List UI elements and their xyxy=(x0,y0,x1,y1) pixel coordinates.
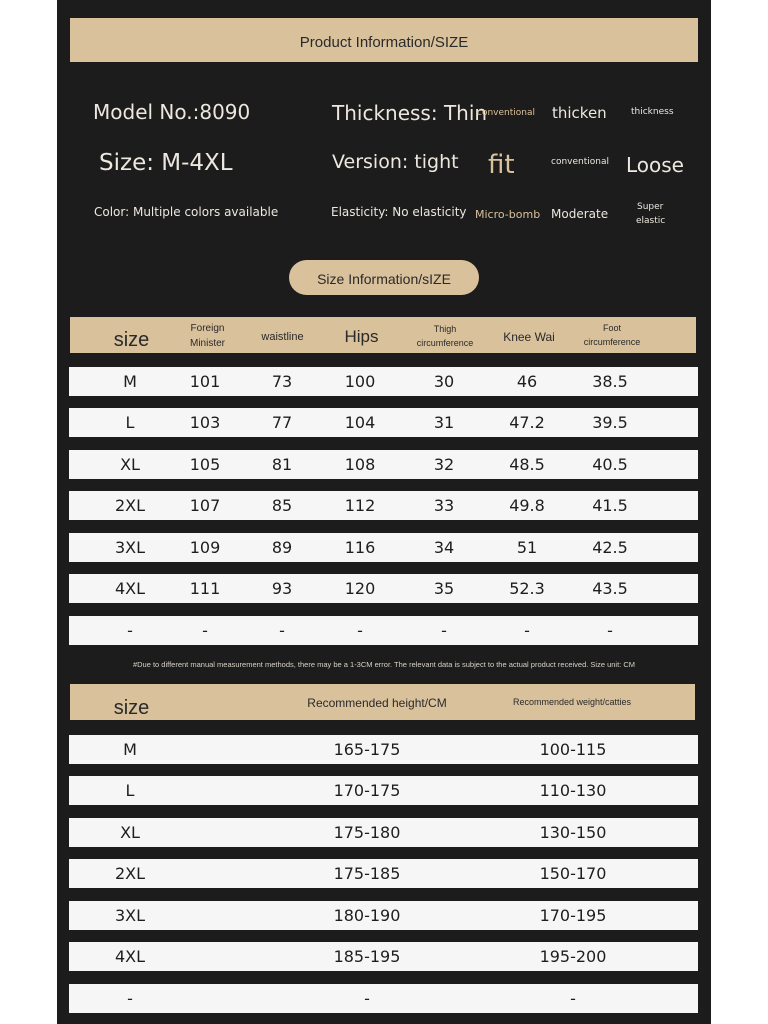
cell-knee: 48.5 xyxy=(509,455,545,474)
elasticity-option-super: Super xyxy=(637,202,664,212)
cell-size: L xyxy=(125,781,135,800)
cell-waistline: - xyxy=(279,621,285,640)
cell-hips: 100 xyxy=(344,372,376,391)
version-option-loose: Loose xyxy=(626,153,684,177)
table-row xyxy=(69,735,698,764)
cell-thigh: 34 xyxy=(433,538,455,557)
table-row xyxy=(69,776,698,805)
cell-weight: 110-130 xyxy=(539,781,607,800)
cell-thigh: 32 xyxy=(433,455,455,474)
cell-size: 4XL xyxy=(114,947,146,966)
cell-height: 180-190 xyxy=(333,906,401,925)
size-table-header xyxy=(70,317,696,353)
cell-foot: 39.5 xyxy=(592,413,628,432)
cell-height: 170-175 xyxy=(333,781,401,800)
cell-foreign-minister: 111 xyxy=(189,579,221,598)
cell-knee: 49.8 xyxy=(509,496,545,515)
cell-height: 165-175 xyxy=(333,740,401,759)
cell-waistline: 85 xyxy=(271,496,293,515)
cell-hips: 108 xyxy=(344,455,376,474)
cell-weight: 130-150 xyxy=(539,823,607,842)
cell-size: 2XL xyxy=(114,496,146,515)
version-option-fit: fit xyxy=(488,150,515,180)
table-row xyxy=(69,533,698,562)
cell-hips: - xyxy=(357,621,363,640)
cell-thigh: 35 xyxy=(433,579,455,598)
cell-waistline: 93 xyxy=(271,579,293,598)
recommendation-table-header xyxy=(70,684,695,720)
header-thigh-circumference: circumference xyxy=(416,338,474,348)
cell-knee: - xyxy=(524,621,530,640)
cell-waistline: 73 xyxy=(271,372,293,391)
table-row xyxy=(69,942,698,971)
cell-hips: 116 xyxy=(344,538,376,557)
cell-height: 185-195 xyxy=(333,947,401,966)
cell-waistline: 77 xyxy=(271,413,293,432)
version-label: Version: tight xyxy=(332,151,459,173)
cell-hips: 112 xyxy=(344,496,376,515)
table-row xyxy=(69,574,698,603)
size-info-title: Size Information/sIZE xyxy=(317,271,451,287)
cell-knee: 52.3 xyxy=(509,579,545,598)
header-knee-wai: Knee Wai xyxy=(503,330,555,344)
cell-height: 175-185 xyxy=(333,864,401,883)
cell-size: 3XL xyxy=(114,538,146,557)
size-info-pill xyxy=(289,260,479,295)
cell-foreign-minister: 103 xyxy=(189,413,221,432)
table-row xyxy=(69,450,698,479)
cell-size: 3XL xyxy=(114,906,146,925)
size-range: Size: M-4XL xyxy=(99,150,233,176)
table-row xyxy=(69,491,698,520)
header-foot: Foot xyxy=(602,323,621,333)
elasticity-option-elastic: elastic xyxy=(636,216,666,226)
cell-waistline: 89 xyxy=(271,538,293,557)
cell-foreign-minister: - xyxy=(202,621,208,640)
cell-size: 2XL xyxy=(114,864,146,883)
cell-knee: 47.2 xyxy=(509,413,545,432)
measurement-note: #Due to different manual measurement methods, there may be a 1-3CM error. The relevant data is subject to the actual product received. Size unit: CM xyxy=(132,660,636,669)
elasticity-label: Elasticity: No elasticity xyxy=(331,205,467,219)
cell-weight: 100-115 xyxy=(539,740,607,759)
header-recommended-weight: Recommended weight/catties xyxy=(512,697,632,707)
cell-weight: 195-200 xyxy=(539,947,607,966)
cell-height: - xyxy=(364,989,370,1008)
cell-foot: 40.5 xyxy=(592,455,628,474)
cell-hips: 104 xyxy=(344,413,376,432)
thickness-option-thickness: thickness xyxy=(631,107,674,117)
cell-foot: - xyxy=(607,621,613,640)
header-recommended-height: Recommended height/CM xyxy=(307,696,447,710)
product-info-banner xyxy=(70,18,698,62)
header-waistline: waistline xyxy=(261,331,304,343)
thickness-label: Thickness: Thin xyxy=(332,101,488,125)
table-row xyxy=(69,901,698,930)
header-hips: Hips xyxy=(344,327,379,346)
model-number: Model No.:8090 xyxy=(93,100,251,124)
header-minister: Minister xyxy=(189,338,225,349)
thickness-option-thicken: thicken xyxy=(552,104,607,122)
header-foreign: Foreign xyxy=(190,323,225,334)
cell-size: - xyxy=(127,621,133,640)
cell-knee: 46 xyxy=(516,372,538,391)
cell-foreign-minister: 105 xyxy=(189,455,221,474)
header-thigh: Thigh xyxy=(433,324,457,334)
elasticity-option-micro-bomb: Micro-bomb xyxy=(475,208,541,221)
cell-weight: - xyxy=(570,989,576,1008)
thickness-option-conventional: conventional xyxy=(477,108,535,118)
table-row xyxy=(69,408,698,437)
table-row xyxy=(69,818,698,847)
cell-foot: 43.5 xyxy=(592,579,628,598)
color-info: Color: Multiple colors available xyxy=(94,205,279,219)
cell-foot: 42.5 xyxy=(592,538,628,557)
cell-thigh: 31 xyxy=(433,413,455,432)
cell-size: 4XL xyxy=(114,579,146,598)
elasticity-option-moderate: Moderate xyxy=(551,207,609,221)
cell-foot: 41.5 xyxy=(592,496,628,515)
cell-foot: 38.5 xyxy=(592,372,628,391)
version-option-conventional: conventional xyxy=(551,157,609,167)
cell-size: XL xyxy=(120,455,140,474)
header-size: size xyxy=(113,329,150,351)
cell-size: M xyxy=(123,740,137,759)
cell-height: 175-180 xyxy=(333,823,401,842)
cell-thigh: 33 xyxy=(433,496,455,515)
cell-weight: 150-170 xyxy=(539,864,607,883)
cell-knee: 51 xyxy=(516,538,538,557)
cell-waistline: 81 xyxy=(271,455,293,474)
cell-hips: 120 xyxy=(344,579,376,598)
header-size-2: size xyxy=(113,697,150,719)
cell-size: - xyxy=(127,989,133,1008)
cell-weight: 170-195 xyxy=(539,906,607,925)
table-row xyxy=(69,984,698,1013)
cell-thigh: 30 xyxy=(433,372,455,391)
cell-foreign-minister: 101 xyxy=(189,372,221,391)
cell-foreign-minister: 107 xyxy=(189,496,221,515)
cell-foreign-minister: 109 xyxy=(189,538,221,557)
header-foot-circumference: circumference xyxy=(583,337,641,347)
banner-title: Product Information/SIZE xyxy=(299,34,469,51)
cell-size: XL xyxy=(120,823,140,842)
table-row xyxy=(69,367,698,396)
cell-size: M xyxy=(123,372,137,391)
cell-size: L xyxy=(125,413,135,432)
cell-thigh: - xyxy=(441,621,447,640)
table-row xyxy=(69,616,698,645)
table-row xyxy=(69,859,698,888)
